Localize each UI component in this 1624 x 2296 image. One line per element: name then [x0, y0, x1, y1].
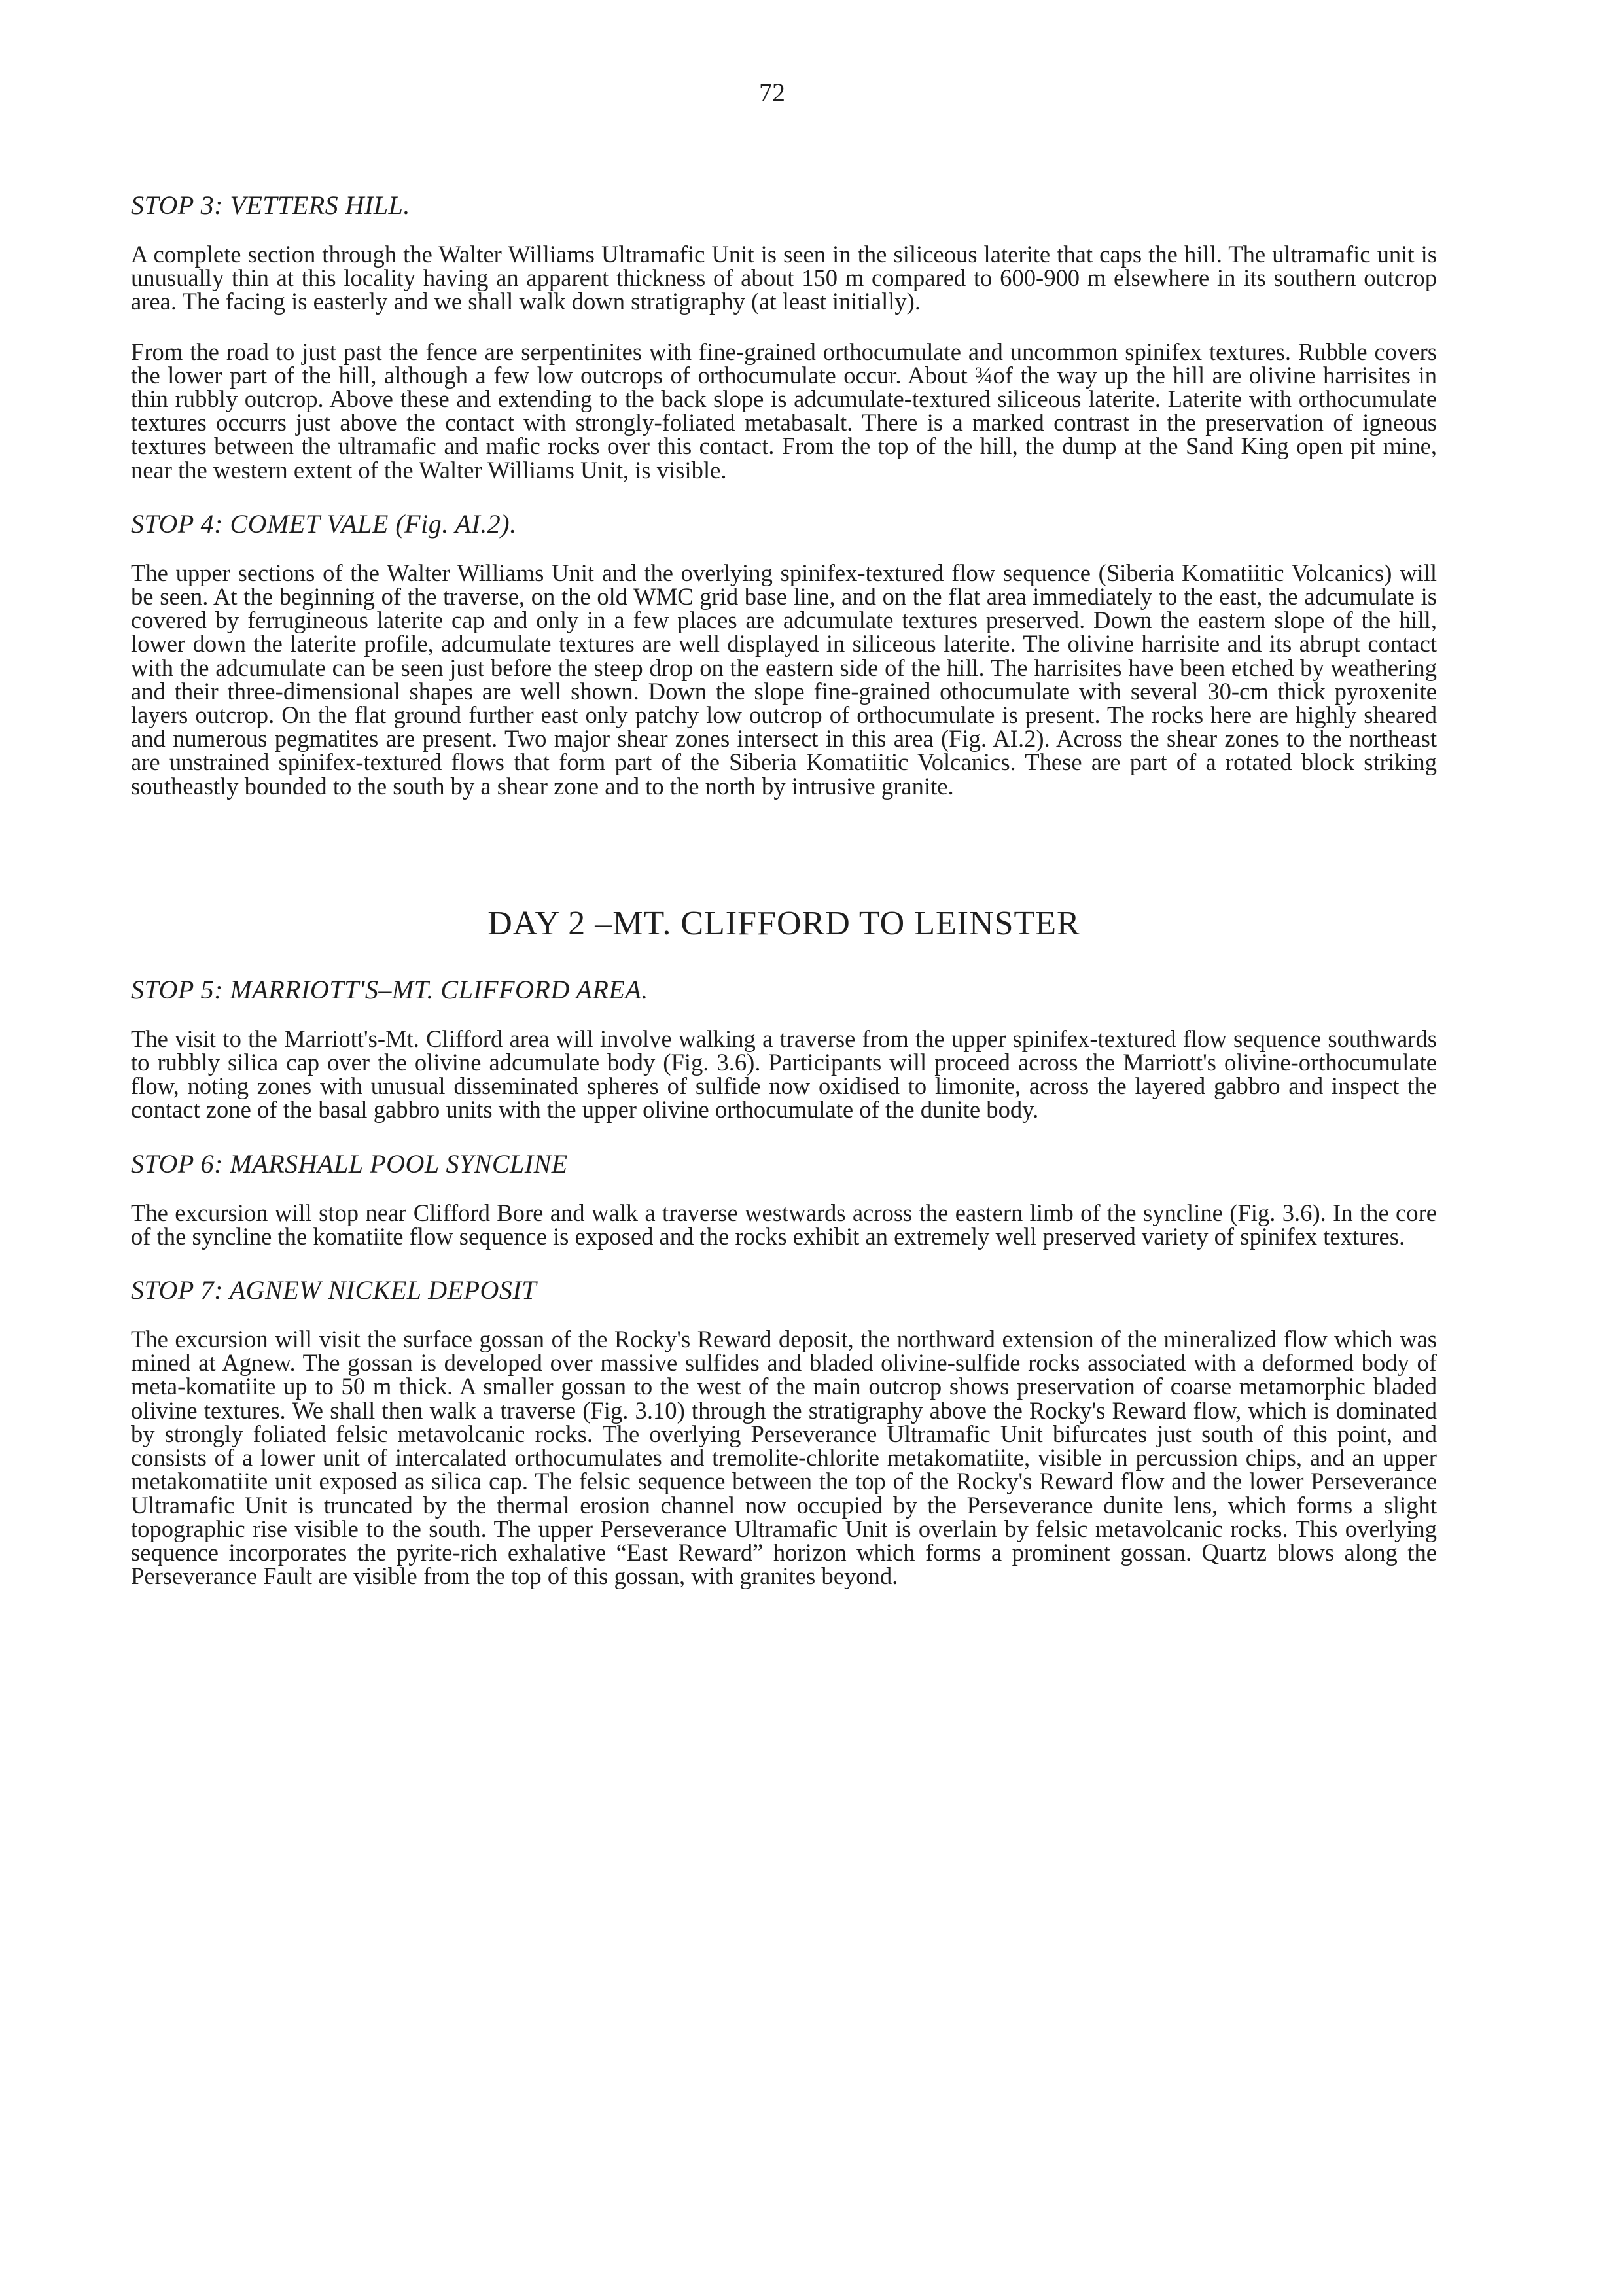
stop-3-paragraph-2: From the road to just past the fence are serpentinites with fine-grained orthocumulate and uncommon spinifex textures. Rubble covers the lower part of the hill, although a few low outcrops of orthocumulate occur. About ¾of the way up the hill are olivine harrisites in thin rubbly outcrop. Above these and extending to the back slope is adcumulate-textured siliceous laterite. Laterite with orthocumulate textures occurrs just above the contact with strongly-foliated metabasalt. There is a marked contrast in the preservation of igneous textures between the ultramafic and mafic rocks over this contact. From the top of the hill, the dump at the Sand King open pit mine, near the western extent of the Walter Williams Unit, is visible.	[131, 338, 1437, 484]
stop-5-heading: STOP 5: MARRIOTT'S–MT. CLIFFORD AREA.	[131, 974, 648, 1004]
stop-7-section	[131, 1275, 1437, 1588]
stop-3-heading: STOP 3: VETTERS HILL.	[131, 190, 410, 220]
stop-4-heading: STOP 4: COMET VALE (Fig. AI.2).	[131, 508, 517, 539]
stop-5-section	[131, 974, 1437, 1122]
stop-6-paragraph-1: The excursion will stop near Clifford Bore and walk a traverse westwards across the eastern limb of the syncline (Fig. 3.6). In the core of the syncline the komatiite flow sequence is exposed and the rocks exhibit an extremely well preserved variety of spinifex textures.	[131, 1199, 1437, 1250]
document-body	[131, 190, 1437, 1614]
stop-6-heading: STOP 6: MARSHALL POOL SYNCLINE	[131, 1148, 568, 1178]
stop-5-paragraph-1: The visit to the Marriott's-Mt. Clifford area will involve walking a traverse from the upper spinifex-textured flow sequence southwards to rubbly silica cap over the olivine adcumulate body (Fig. 3.6). Participants will proceed across the Marriott's olivine-orthocumulate flow, noting zones with unusual disseminated spheres of sulfide now oxidised to limonite, across the layered gabbro and inspect the contact zone of the basal gabbro units with the upper olivine orthocumulate of the dunite body.	[131, 1025, 1437, 1123]
stop-7-heading: STOP 7: AGNEW NICKEL DEPOSIT	[131, 1275, 537, 1305]
stop-4-section	[131, 508, 1437, 798]
stop-3-paragraph-1: A complete section through the Walter Williams Ultramafic Unit is seen in the siliceous laterite that caps the hill. The ultramafic unit is unusually thin at this locality having an apparent thickness of about 150 m compared to 600-900 m elsewhere in its southern outcrop area. The facing is easterly and we shall walk down stratigraphy (at least initially).	[131, 241, 1437, 315]
day-2-heading: DAY 2 –MT. CLIFFORD TO LEINSTER	[487, 904, 1080, 942]
stop-3-section	[131, 190, 1437, 482]
stop-6-section	[131, 1148, 1437, 1248]
stop-7-paragraph-1: The excursion will visit the surface gossan of the Rocky's Reward deposit, the northward extension of the mineralized flow which was mined at Agnew. The gossan is developed over massive sulfides and bladed olivine-sulfide rocks associated with a deformed body of meta-komatiite up to 50 m thick. A smaller gossan to the west of the main outcrop shows preservation of coarse metamorphic bladed olivine textures. We shall then walk a traverse (Fig. 3.10) through the stratigraphy above the Rocky's Reward flow, which is dominated by strongly foliated felsic metavolcanic rocks. The overlying Perseverance Ultramafic Unit bifurcates just south of this point, and consists of a lower unit of intercalated orthocumulates and tremolite-chlorite metakomatiite, visible in percussion chips, and an upper metakomatiite unit exposed as silica cap. The felsic sequence between the top of the Rocky's Reward flow and the lower Perseverance Ultramafic Unit is truncated by the thermal erosion channel now occupied by the Perseverance dunite lens, which forms a slight topographic rise visible to the south. The upper Perseverance Ultramafic Unit is overlain by felsic metavolcanic rocks. This overlying sequence incorporates the pyrite-rich exhalative “East Reward” horizon which forms a prominent gossan. Quartz blows along the Perseverance Fault are visible from the top of this gossan, with granites beyond.	[131, 1326, 1437, 1590]
stop-4-paragraph-1: The upper sections of the Walter Williams Unit and the overlying spinifex-textured flow sequence (Siberia Komatiitic Volcanics) will be seen. At the beginning of the traverse, on the old WMC grid base line, and on the flat area immediately to the east, the adcumulate is covered by ferrugineous laterite cap and only in a few places are adcumulate textures preserved. Down the eastern slope of the hill, lower down the laterite profile, adcumulate textures are well displayed in siliceous laterite. The olivine harrisite and its abrupt contact with the adcumulate can be seen just before the steep drop on the eastern side of the hill. The harrisites have been etched by weathering and their three-dimensional shapes are well shown. Down the slope fine-grained othocumulate with several 30-cm thick pyroxenite layers outcrop. On the flat ground further east only patchy low outcrop of orthocumulate is present. The rocks here are highly sheared and numerous pegmatites are present. Two major shear zones intersect in this area (Fig. AI.2). Across the shear zones to the northeast are unstrained spinifex-textured flows that form part of the Siberia Komatiitic Volcanics. These are part of a rotated block striking southeastly bounded to the south by a shear zone and to the north by intrusive granite.	[131, 559, 1437, 800]
page-number: 72	[759, 78, 785, 107]
